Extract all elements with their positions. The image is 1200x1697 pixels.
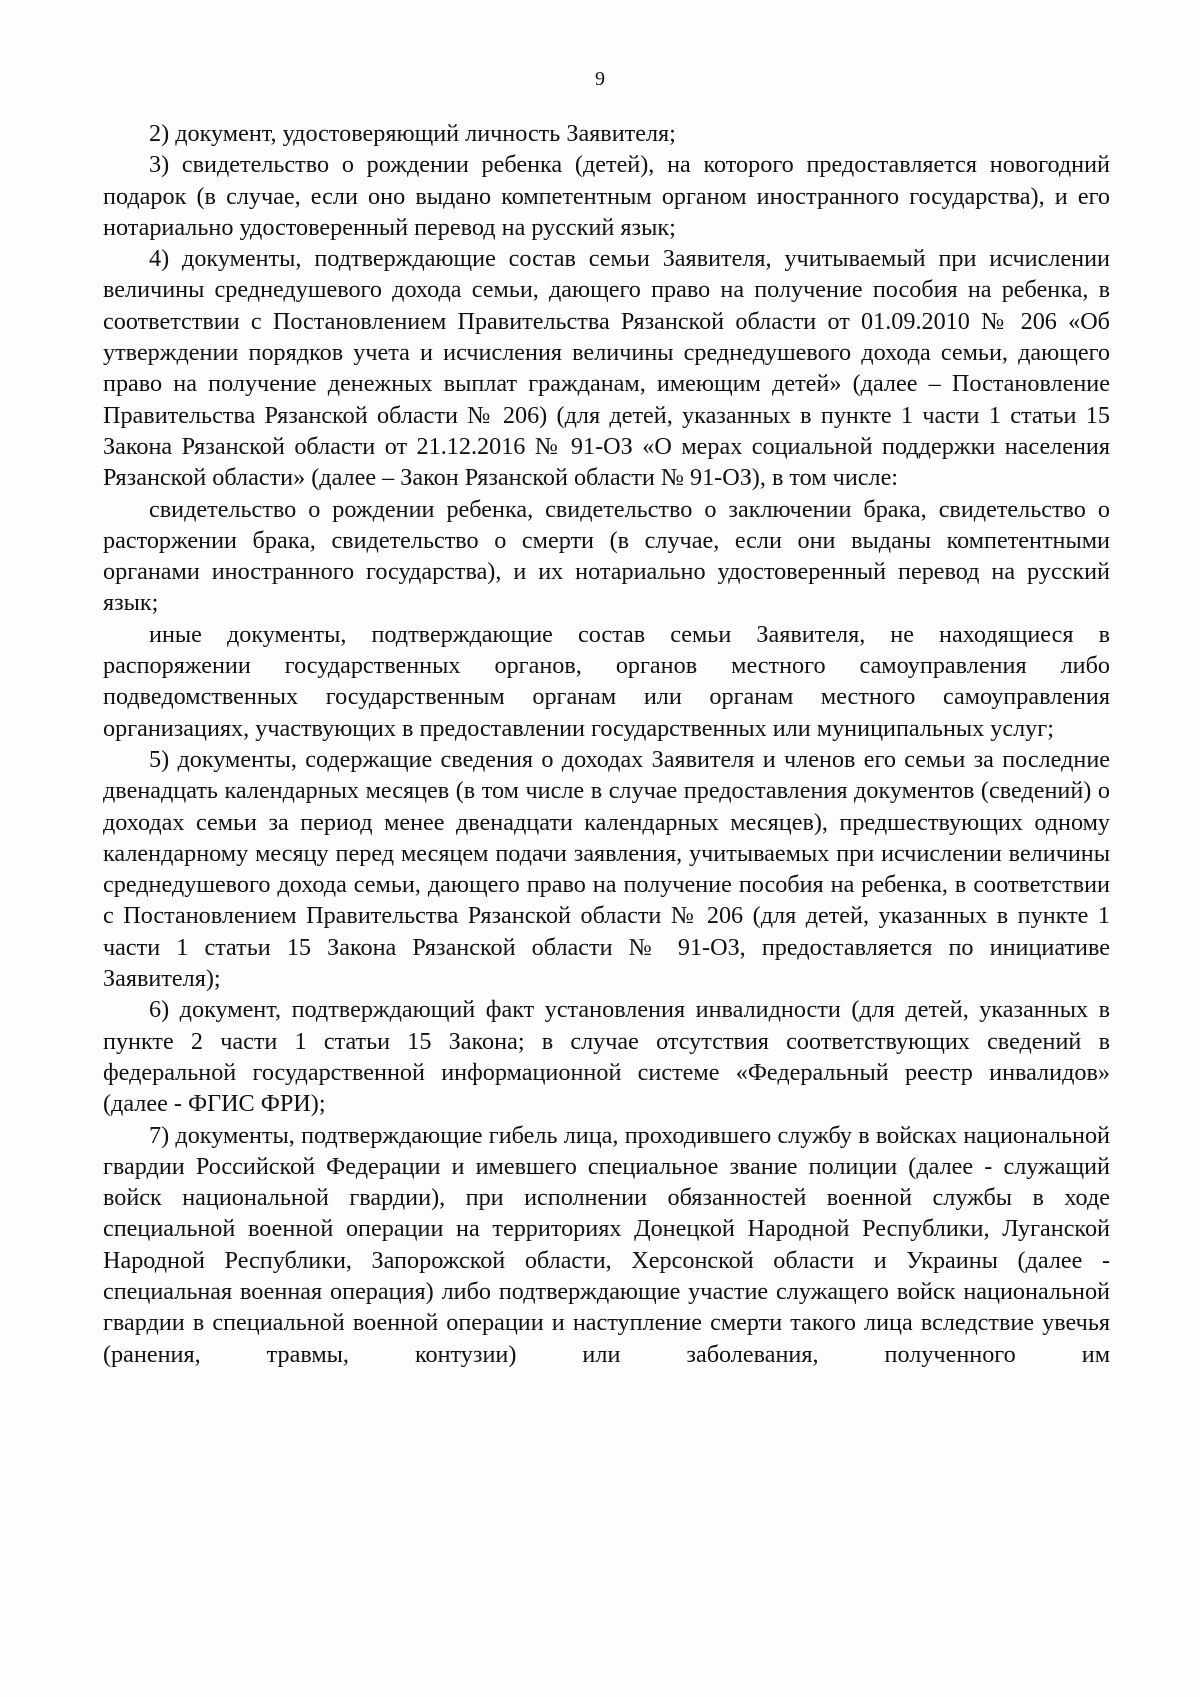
page-number: 9	[595, 68, 605, 90]
paragraph-item-2: 2) документ, удостоверяющий личность Заявителя;	[149, 120, 676, 147]
document-body	[103, 118, 1110, 1370]
paragraph-item-6: 6) документ, подтверждающий факт установления инвалидности (для детей, указанных в пункте 2 части 1 статьи 15 Закона; в случае отсутствия соответствующих сведений в федеральной государственной информационной системе «Федеральный реестр инвалидов» (далее - ФГИС ФРИ);	[103, 996, 1110, 1118]
paragraph-item-3: 3) свидетельство о рождении ребенка (детей), на которого предоставляется новогодний подарок (в случае, если оно выдано компетентным органом иностранного государства), и его нотариально удостоверенный перевод на русский язык;	[103, 151, 1110, 241]
paragraph-birth-certificates: свидетельство о рождении ребенка, свидетельство о заключении брака, свидетельство о расторжении брака, свидетельство о смерти (в случае, если они выданы компетентными органами иностранного государства), и их нотариально удостоверенный перевод на русский язык;	[103, 495, 1110, 617]
paragraph-item-5: 5) документы, содержащие сведения о доходах Заявителя и членов его семьи за последние двенадцать календарных месяцев (в том числе в случае предоставления документов (сведений) о доходах семьи за период менее двенадцати календарных месяцев), предшествующих одному календарному месяцу перед месяцем подачи заявления, учитываемых при исчислении величины среднедушевого дохода семьи, дающего право на получение пособия на ребенка, в соответствии с Постановлением Правительства Рязанской области № 206 (для детей, указанных в пункте 1 части 1 статьи 15 Закона Рязанской области № 91-ОЗ, предоставляется по инициативе Заявителя);	[103, 745, 1110, 993]
paragraph-item-4: 4) документы, подтверждающие состав семьи Заявителя, учитываемый при исчислении величины среднедушевого дохода семьи, дающего право на получение пособия на ребенка, в соответствии с Постановлением Правительства Рязанской области от 01.09.2010 № 206 «Об утверждении порядков учета и исчисления величины среднедушевого дохода семьи, дающего право на получение денежных выплат гражданам, имеющим детей» (далее – Постановление Правительства Рязанской области № 206) (для детей, указанных в пункте 1 части 1 статьи 15 Закона Рязанской области от 21.12.2016 № 91-ОЗ «О мерах социальной поддержки населения Рязанской области» (далее – Закон Рязанской области № 91-ОЗ), в том числе:	[103, 245, 1110, 492]
paragraph-item-7: 7) документы, подтверждающие гибель лица, проходившего службу в войсках национальной гвардии Российской Федерации и имевшего специальное звание полиции (далее - служащий войск национальной гвардии), при исполнении обязанностей военной службы в ходе специальной военной операции на территориях Донецкой Народной Республики, Луганской Народной Республики, Запорожской области, Херсонской области и Украины (далее - специальная военная операция) либо подтверждающие участие служащего войск национальной гвардии в специальной военной операции и наступление смерти такого лица вследствие увечья (ранения, травмы, контузии) или заболевания, полученного им	[103, 1121, 1110, 1368]
paragraph-other-documents: иные документы, подтверждающие состав семьи Заявителя, не находящиеся в распоряжении государственных органов, органов местного самоуправления либо подведомственных государственным органам или органам местного самоуправления организациях, участвующих в предоставлении государственных или муниципальных услуг;	[103, 620, 1110, 742]
